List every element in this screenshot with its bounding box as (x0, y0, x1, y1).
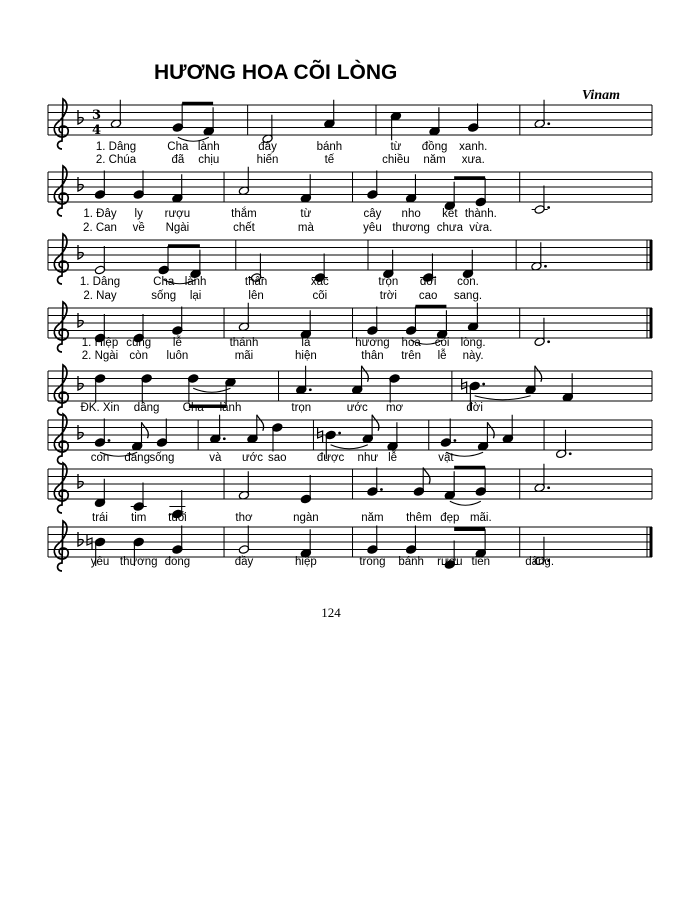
lyric-syllable: đã (171, 154, 185, 166)
lyric-syllable: cùng (126, 337, 152, 349)
lyric-syllable: đây (258, 141, 277, 153)
lyric-syllable: ĐK. Xin (80, 402, 120, 414)
eighth-flag (257, 415, 264, 431)
lyric-syllable: mãi. (469, 512, 492, 524)
eighth-flag (535, 366, 542, 382)
lyric-syllable: rượu (164, 208, 191, 220)
lyric-syllable: con (90, 452, 110, 464)
lyric-syllable: lễ (172, 337, 182, 349)
lyric-syllable: sang. (453, 290, 483, 302)
staff-system (48, 99, 652, 166)
lyric-syllable: năm (361, 512, 384, 524)
augmentation-dot (482, 383, 485, 386)
eighth-flag (141, 422, 148, 438)
lyric-syllable: là (301, 337, 311, 349)
slur (450, 501, 481, 505)
lyric-syllable: thương (392, 222, 430, 234)
lyric-syllable: trọn (378, 276, 399, 288)
lyric-syllable: chịu (198, 154, 220, 166)
lyric-syllable: 1. Dâng (79, 276, 121, 288)
lyric-syllable: chiều (382, 154, 410, 166)
lyric-syllable: mãi (234, 350, 254, 362)
lyric-syllable: này. (462, 350, 484, 362)
lyric-syllable: trong (359, 556, 386, 568)
lyric-syllable: lại (189, 290, 202, 302)
lyric-syllable: mà (297, 222, 314, 234)
augmentation-dot (544, 265, 547, 268)
lyric-syllable: ngàn (293, 512, 319, 524)
time-signature-top: 3 (92, 108, 102, 123)
lyric-syllable: xưa. (461, 154, 485, 166)
lyric-syllable: trọn (291, 402, 312, 414)
lyric-syllable: cõi (434, 337, 450, 349)
staff-system (48, 463, 652, 524)
lyric-syllable: yêu (363, 222, 382, 234)
lyric-syllable: đang (124, 452, 150, 464)
lyric-syllable: tim (131, 512, 147, 524)
composer-name: Vinam (581, 88, 620, 103)
lyric-syllable: rượu (437, 556, 463, 568)
lyric-syllable: lành (184, 276, 207, 288)
augmentation-dot (569, 452, 572, 455)
lyric-syllable: thắm (231, 208, 257, 220)
lyric-syllable: lễ (437, 350, 447, 362)
lyric-syllable: cây (363, 208, 382, 220)
treble-clef (54, 99, 68, 149)
lyric-syllable: thêm (406, 512, 432, 524)
lyric-syllable: 2. Chúa (95, 154, 137, 166)
lyric-syllable: đong (164, 556, 191, 568)
lyric-syllable: thánh (229, 337, 259, 349)
page-number: 124 (321, 605, 341, 620)
lyric-syllable: con. (457, 276, 479, 288)
lyric-syllable: từ (300, 208, 312, 220)
lyric-syllable: mơ (385, 402, 404, 414)
slur (331, 445, 368, 449)
eighth-flag (423, 468, 430, 484)
lyric-syllable: trái (92, 512, 108, 524)
eighth-flag (487, 422, 494, 438)
lyric-syllable: như (357, 452, 379, 464)
lyric-syllable: trời (379, 290, 397, 302)
lyric-syllable: thân (244, 276, 268, 288)
lyric-syllable: 2. Can (83, 222, 117, 234)
treble-clef (54, 365, 68, 415)
lyric-syllable: đẹp (440, 512, 460, 524)
lyric-syllable: tiến (471, 556, 491, 568)
lyric-syllable: đời (419, 276, 437, 288)
lyric-syllable: chết (233, 222, 255, 234)
lyric-syllable: sống (149, 452, 175, 464)
lyric-syllable: đồng (421, 141, 448, 153)
lyric-syllable: vật (438, 452, 454, 464)
lyric-syllable: bánh (316, 141, 343, 153)
lyric-syllable: nho (401, 208, 421, 220)
score (48, 99, 652, 571)
lyric-syllable: dâng (133, 402, 160, 414)
slur (193, 388, 230, 392)
lyric-syllable: 2. Nay (83, 290, 117, 302)
lyric-syllable: sống (151, 290, 177, 302)
augmentation-dot (108, 439, 111, 442)
lyric-syllable: lên (248, 290, 264, 302)
lyric-syllable: đầy (234, 556, 254, 568)
lyric-syllable: ước (241, 452, 263, 464)
lyric-syllable: và (209, 452, 222, 464)
staff-system (48, 521, 652, 571)
lyric-syllable: hiệp (295, 556, 317, 568)
treble-clef (54, 521, 68, 571)
treble-clef (54, 234, 68, 284)
lyric-syllable: về (132, 222, 145, 234)
augmentation-dot (338, 432, 341, 435)
lyric-syllable: Cha (167, 141, 189, 153)
augmentation-dot (547, 486, 550, 489)
lyric-syllable: tế (324, 154, 335, 166)
treble-clef (54, 166, 68, 216)
lyric-syllable: chưa (436, 222, 463, 234)
lyric-syllable: hiện (295, 350, 317, 362)
augmentation-dot (547, 206, 550, 209)
lyric-syllable: cao (418, 290, 438, 302)
augmentation-dot (380, 488, 383, 491)
lyric-syllable: 1. Dâng (95, 141, 137, 153)
song-title: HƯƠNG HOA CÕI LÒNG (154, 61, 398, 84)
lyric-syllable: thân (361, 350, 384, 362)
augmentation-dot (547, 340, 550, 343)
lyric-syllable: thơ (235, 512, 253, 524)
lyric-syllable: lành (197, 141, 220, 153)
lyric-syllable: Cha (182, 402, 204, 414)
treble-clef (54, 302, 68, 352)
lyric-syllable: cõi (312, 290, 328, 302)
augmentation-dot (547, 122, 550, 125)
lyric-syllable: còn (129, 350, 148, 362)
lyric-syllable: ly (134, 208, 143, 220)
lyric-syllable: luôn (166, 350, 189, 362)
lyric-syllable: kết (442, 208, 458, 220)
lyric-syllable: 1. Hiệp (81, 337, 119, 349)
lyric-syllable: lòng. (460, 337, 486, 349)
lyric-syllable: 2. Ngài (81, 350, 119, 362)
augmentation-dot (454, 439, 457, 442)
time-signature-bottom: 4 (92, 123, 102, 138)
lyric-syllable: lễ (388, 452, 398, 464)
lyric-syllable: từ (390, 141, 402, 153)
lyric-syllable: năm (423, 154, 446, 166)
treble-clef (54, 414, 68, 464)
lyric-syllable: đời (466, 402, 483, 414)
lyric-syllable: lành (219, 402, 242, 414)
staff-system (48, 365, 652, 415)
staff-system (48, 234, 652, 302)
lyric-syllable: hoa (401, 337, 421, 349)
lyric-syllable: xác (310, 276, 329, 288)
lyric-syllable: hiến (256, 154, 279, 166)
lyric-syllable: Ngài (165, 222, 190, 234)
augmentation-dot (309, 388, 312, 391)
lyric-syllable: yêu (90, 556, 110, 568)
lyric-syllable: được (316, 452, 345, 464)
lyric-syllable: vừa. (469, 222, 493, 234)
staff-system (48, 302, 652, 362)
lyric-syllable: 1. Đây (83, 208, 117, 220)
lyric-syllable: ước (346, 402, 368, 414)
lyric-syllable: Cha (153, 276, 175, 288)
lyric-syllable: thành. (464, 208, 497, 220)
lyric-syllable: trên (401, 350, 422, 362)
lyric-syllable: bánh (398, 556, 424, 568)
eighth-flag (362, 366, 369, 382)
eighth-flag (372, 415, 379, 431)
augmentation-dot (223, 437, 226, 440)
slur (475, 396, 531, 400)
lyric-syllable: tuổi (168, 512, 187, 524)
staff-system (48, 414, 652, 464)
staff-system (48, 166, 652, 234)
lyric-syllable: hương (355, 337, 390, 349)
lyric-syllable: dâng. (525, 556, 555, 568)
lyric-syllable: sao (268, 452, 287, 464)
treble-clef (54, 463, 68, 513)
lyric-syllable: thương (119, 556, 158, 568)
lyric-syllable: xanh. (459, 141, 488, 153)
